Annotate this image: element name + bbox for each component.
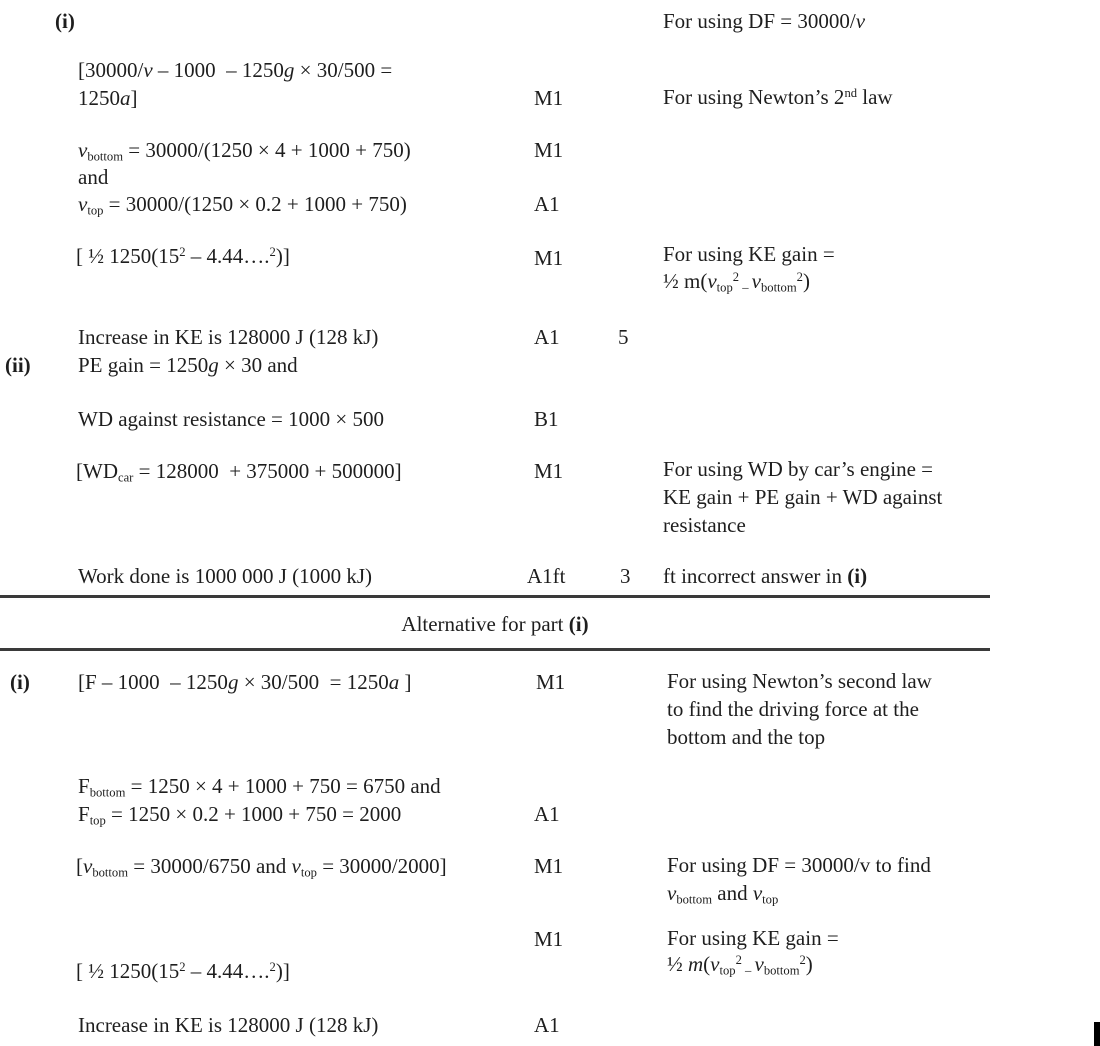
work-newton-line1: [30000/v – 1000 – 1250g × 30/500 = — [78, 58, 393, 82]
mark-work-done: A1ft — [527, 564, 566, 588]
alt-comment-ke-line1: For using KE gain = — [667, 926, 839, 950]
alt-mark-f: A1 — [534, 802, 560, 826]
mark-vbottom: M1 — [534, 138, 564, 162]
comment-newton: For using Newton’s 2nd law — [663, 85, 893, 109]
section-divider-top — [0, 595, 990, 598]
alt-work-ftop: $F_{top} = 1250 \times 0.2 + 1000 + 750 = 2000$ — [78, 802, 402, 828]
alt-mark-increase: A1 — [534, 1013, 560, 1037]
work-wd-car: $[WD_{car} = 128000 + 375000 + 500000]$ — [76, 459, 402, 485]
comment-df: For using DF = 30000/v — [663, 9, 866, 33]
work-pe-gain: PE gain = 1250g × 30 and — [78, 353, 298, 377]
alt-comment-newton-line3: bottom and the top — [667, 725, 826, 749]
comment-wd-car-line1: For using WD by car’s engine = — [663, 457, 934, 481]
comment-ke-line1: For using KE gain = — [663, 242, 835, 266]
section-divider-bottom — [0, 648, 990, 651]
part-label-i: (i) — [55, 9, 75, 33]
alt-comment-ke-line2: ½ $m(v_{top}^2$ $_-$ $v_{bottom}^2$) — [667, 952, 813, 978]
mark-ke: M1 — [534, 246, 564, 270]
alt-work-ke-bracket: [ ½ $1250(15^2$ – 4.44….$^2$)] — [76, 959, 290, 983]
mark-newton: M1 — [534, 86, 564, 110]
alt-work-newton: [F – 1000 – 1250g × 30/500 = 1250a ] — [78, 670, 412, 694]
page-corner-mark — [1094, 1022, 1100, 1046]
alt-comment-newton-line2: to find the driving force at the — [667, 697, 919, 721]
comment-ke-line2: ½ $m(v_{top}^2$ $_-$ $v_{bottom}^2$) — [663, 269, 810, 295]
work-vtop: $v_{top} = 30000/(1250 \times 0.2 + 1000 + 750)$ — [78, 192, 407, 218]
alt-comment-df-line1: For using DF = 30000/v to find — [667, 853, 931, 877]
alt-work-fbottom: $F_{bottom} = 1250 \times 4 + 1000 + 750 = 6750$ and — [78, 774, 441, 800]
total-part-i: 5 — [618, 325, 629, 349]
alternative-heading: Alternative for part (i) — [401, 612, 589, 636]
work-vbottom: $v_{bottom} = 30000/(1250 \times 4 + 1000 + 750)$ — [78, 138, 411, 164]
work-newton-line2: 1250a] — [78, 86, 138, 110]
work-and: and — [78, 165, 109, 189]
alt-mark-newton: M1 — [536, 670, 566, 694]
comment-wd-car-line3: resistance — [663, 513, 746, 537]
alt-mark-ke: M1 — [534, 927, 564, 951]
alt-comment-newton-line1: For using Newton’s second law — [667, 669, 932, 693]
part-label-ii: (ii) — [5, 353, 31, 377]
comment-ft: ft incorrect answer in (i) — [663, 564, 868, 588]
total-part-ii: 3 — [620, 564, 631, 588]
mark-ke-increase: A1 — [534, 325, 560, 349]
work-ke-increase: Increase in KE is 128000 J (128 kJ) — [78, 325, 379, 349]
mark-wd-resistance: B1 — [534, 407, 559, 431]
comment-wd-car-line2: KE gain + PE gain + WD against — [663, 485, 943, 509]
alt-work-increase: Increase in KE is 128000 J (128 kJ) — [78, 1013, 379, 1037]
work-ke-bracket: [ ½ $1250(15^2$ – 4.44….$^2$)] — [76, 244, 290, 268]
mark-wd-car: M1 — [534, 459, 564, 483]
mark-vtop: A1 — [534, 192, 560, 216]
work-work-done: Work done is 1000 000 J (1000 kJ) — [78, 564, 373, 588]
alt-comment-df-line2: $v_{bottom}$ and $v_{top}$ — [667, 881, 779, 907]
work-wd-resistance: WD against resistance = 1000 × 500 — [78, 407, 384, 431]
alt-work-v: [$v_{bottom} = 30000/6750$ and $v_{top} = 30000/2000$] — [76, 854, 447, 880]
alt-mark-v: M1 — [534, 854, 564, 878]
part-label-alt-i: (i) — [10, 670, 30, 694]
